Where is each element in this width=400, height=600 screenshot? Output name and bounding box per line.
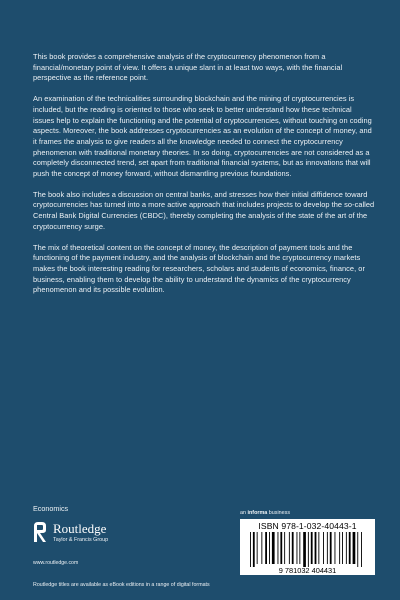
barcode-bar [361, 532, 362, 567]
barcode-bar [353, 532, 356, 564]
book-description [33, 52, 375, 306]
barcode-bar [349, 532, 351, 564]
isbn-label: ISBN 978-1-032-40443-1 [258, 521, 357, 531]
barcode-bar [250, 532, 251, 567]
barcode-bar [339, 532, 340, 564]
barcode-bar [261, 532, 262, 564]
ebook-footnote: Routledge titles are available as eBook editions in a range of digital formats [33, 582, 210, 588]
barcode-bar [253, 532, 255, 567]
barcode-bar [297, 532, 298, 564]
subject-category: Economics [33, 504, 69, 513]
informa-brand: informa [247, 510, 268, 516]
barcode-bar [292, 532, 294, 564]
isbn-digits: 9 781032 404431 [278, 566, 337, 574]
publisher-logo [33, 520, 163, 550]
publisher-name: Routledge [53, 521, 107, 536]
barcode-bar [308, 532, 309, 567]
barcode-bar [272, 532, 275, 564]
informa-business-tag [240, 510, 290, 516]
barcode-bar [303, 532, 306, 567]
description-paragraph-1: This book provides a comprehensive analysis of the cryptocurrency phenomenon from a financial/monetary point of view. It offers a unique slant in at least two ways, with the financial perspective as the reference point. [33, 52, 343, 83]
description-paragraph-3: The book also includes a discussion on central banks, and stresses how their initial diffidence toward cryptocurrencies has turned into a more active approach that includes projects to develop the so-called Central Bank Digital Currencies (CBDC), thereby completing the analysis of the state of the art of the cryptocurrency surge. [33, 189, 375, 231]
publisher-group: Taylor & Francis Group [53, 537, 109, 543]
isbn-barcode [240, 519, 375, 575]
barcode-bar [357, 532, 358, 567]
routledge-logo-icon [33, 521, 47, 543]
publisher-website: www.routledge.com [33, 560, 79, 566]
barcode-bar [257, 532, 258, 564]
barcode-bar [327, 532, 328, 564]
barcode-bar [289, 532, 290, 564]
barcode-bar [335, 532, 336, 564]
barcode-bar [342, 532, 343, 564]
informa-suffix: business [268, 510, 291, 516]
barcode-bar [346, 532, 347, 564]
description-paragraph-4: The mix of theoretical content on the concept of money, the description of payment tools and the functioning of the payment industry, and the analysis of blockchain and the cryptocurrency markets makes the book interesting reading for researchers, scholars and students of economics, finance, or business, enabling them to develop the ability to understand the dynamics of the cryptocurrency phenomenon and its possible evolution. [33, 242, 365, 295]
barcode-bar [284, 532, 285, 564]
barcode-bar [265, 532, 267, 564]
barcode-bar [299, 532, 300, 564]
barcode-bar [323, 532, 324, 564]
barcode-bar [315, 532, 317, 564]
barcode-icon [244, 532, 371, 574]
barcode-bar [278, 532, 279, 564]
barcode-bar [330, 532, 332, 564]
barcode-bar [269, 532, 270, 564]
description-paragraph-2: An examination of the technicalities surrounding blockchain and the mining of cryptocurrencies is included, but the reading is oriented to those who seek to better understand how these technical issues help to explain the functioning and the potential of cryptocurrencies, without touching on coding aspects. Moreover, the book addresses cryptocurrencies as an evolution of the concept of money, and it frames the analysis to give readers all the knowledge needed to connect the cryptocurrency phenomenon with traditional monetary theories. In so doing, cryptocurrencies are not considered as a completely disconnected trend, set apart from traditional financial systems, but as innovations that will push the concept of money forward, without dismantling previous foundations. [33, 94, 372, 179]
informa-prefix: an [240, 510, 246, 516]
barcode-bar [280, 532, 282, 564]
barcode-bar [318, 532, 319, 564]
barcode-bar [311, 532, 313, 564]
